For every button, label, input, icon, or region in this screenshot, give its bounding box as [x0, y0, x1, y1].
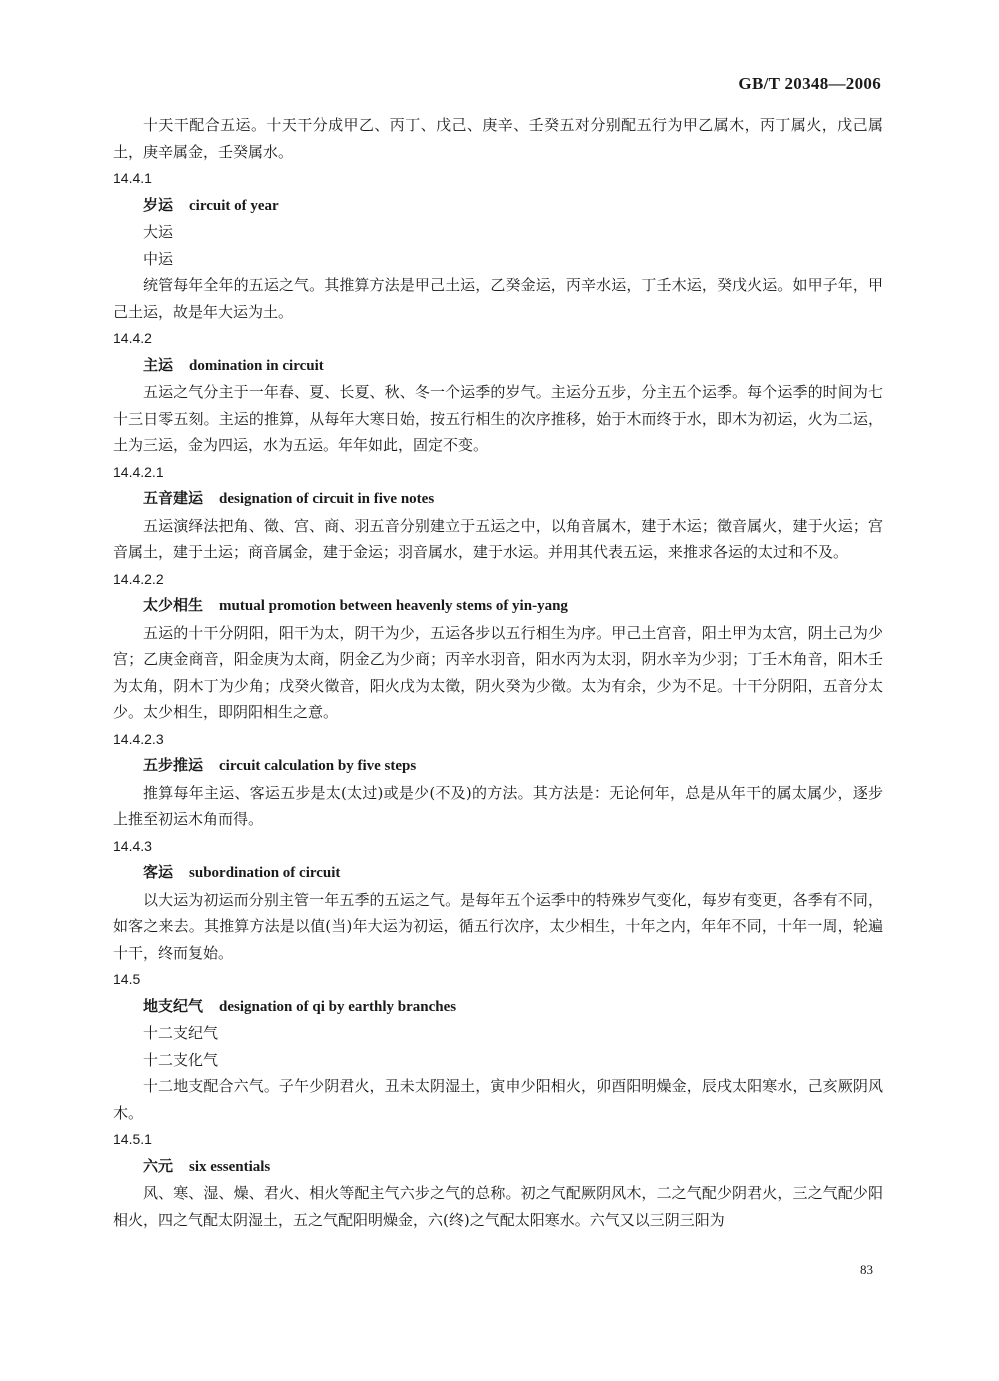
- definition: 十二地支配合六气。子午少阴君火，丑未太阴湿土，寅申少阳相火，卯酉阳明燥金，辰戌太阳寒水，己亥厥阴风木。: [113, 1077, 883, 1122]
- term-en: six essentials: [189, 1158, 271, 1175]
- clause-number: 14.5.1: [113, 1131, 152, 1147]
- clause-number: 14.4.1: [113, 170, 152, 186]
- term-zh: 太少相生: [143, 596, 204, 614]
- term-zh: 岁运: [143, 195, 174, 214]
- definition: 五运之气分主于一年春、夏、长夏、秋、冬一个运季的岁气。主运分五步，分主五个运季。每个运季的时间为七十三日零五刻。主运的推算，从每年大寒日始，按五行相生的次序推移，始于木而终于水，即木为初运，火为二运，土为三运，金为四运，水为五运。年年如此，固定不变。: [113, 383, 883, 454]
- definition: 风、寒、湿、燥、君火、相火等配主气六步之气的总称。初之气配厥阴风木，二之气配少阴君火，三之气配少阳相火，四之气配太阴湿土，五之气配阳明燥金，六(终)之气配太阳寒水。六气又以三阴三阳为: [113, 1184, 883, 1229]
- clause-number: 14.4.2.2: [113, 570, 164, 587]
- definition: 推算每年主运、客运五步是太(太过)或是少(不及)的方法。其方法是：无论何年，总是从年干的属太属少，逐步上推至初运木角而得。: [113, 783, 883, 828]
- definition: 五运的十干分阴阳，阳干为太，阴干为少，五运各步以五行相生为序。甲己土宫音，阳土甲为太宫，阴土己为少宫；乙庚金商音，阳金庚为太商，阴金乙为少商；丙辛水羽音，阳水丙为太羽，阴水辛为少羽；丁壬木角音，阳木壬为太角，阴木丁为少角；戊癸火徵音，阳火戊为太徵，阴火癸为少徵。太为有余，少为不足。十干分阴阳，五音分太少。太少相生，即阴阳相生之意。: [113, 623, 883, 721]
- clause-number: 14.4.2.3: [113, 730, 164, 747]
- term-heading: [113, 752, 883, 780]
- clause-number: 14.5: [113, 971, 141, 987]
- page-header-code: GB/T 20348—2006: [738, 74, 881, 93]
- definition: 以大运为初运而分别主管一年五季的五运之气。是每年五个运季中的特殊岁气变化，每岁有变更，各季有不同，如客之来去。其推算方法是以值(当)年大运为初运，循五行次序，太少相生，十年之内，年年不同，十年一周，轮遍十干，终而复始。: [113, 890, 883, 962]
- term-heading: [113, 993, 883, 1021]
- term-zh: 五步推运: [143, 756, 204, 774]
- term-zh: 五音建运: [143, 489, 204, 507]
- clause-number: 14.4.2: [113, 330, 152, 346]
- term-heading: [113, 352, 883, 380]
- term-en: domination in circuit: [189, 357, 324, 374]
- term-heading: [113, 859, 883, 887]
- term-zh: 地支纪气: [143, 996, 204, 1015]
- term-heading: [113, 485, 883, 513]
- term-zh: 六元: [143, 1156, 174, 1175]
- term-heading: [113, 1153, 883, 1181]
- synonym: 十二支化气: [143, 1050, 219, 1069]
- clause-number: 14.4.3: [113, 837, 152, 854]
- intro-paragraph: 十天干配合五运。十天干分成甲乙、丙丁、戊己、庚辛、壬癸五对分别配五行为甲乙属木，丙丁属火，戊己属土，庚辛属金，壬癸属水。: [113, 116, 883, 161]
- term-en: circuit calculation by five steps: [219, 758, 417, 774]
- term-heading: [113, 592, 883, 620]
- term-en: mutual promotion between heavenly stems of yin-yang: [219, 598, 568, 614]
- document-body: [113, 112, 883, 1233]
- term-en: circuit of year: [189, 197, 279, 214]
- page-number: 83: [860, 1262, 873, 1277]
- term-en: designation of circuit in five notes: [219, 491, 435, 507]
- term-heading: [113, 192, 883, 220]
- term-en: designation of qi by earthly branches: [219, 998, 457, 1015]
- clause-number: 14.4.2.1: [113, 463, 164, 480]
- definition: 统管每年全年的五运之气。其推算方法是甲己土运，乙癸金运，丙辛水运，丁壬木运，癸戊火运。如甲子年，甲己土运，故是年大运为土。: [113, 276, 883, 321]
- synonym: 中运: [143, 249, 174, 268]
- term-zh: 主运: [143, 355, 174, 374]
- synonym: 十二支纪气: [143, 1024, 219, 1042]
- definition: 五运演绎法把角、徵、宫、商、羽五音分别建立于五运之中，以角音属木，建于木运；徵音属火，建于火运；宫音属土，建于土运；商音属金，建于金运；羽音属水，建于水运。并用其代表五运，来推求各运的太过和不及。: [113, 516, 883, 561]
- term-en: subordination of circuit: [189, 865, 341, 881]
- term-zh: 客运: [143, 863, 174, 881]
- synonym: 大运: [143, 223, 174, 241]
